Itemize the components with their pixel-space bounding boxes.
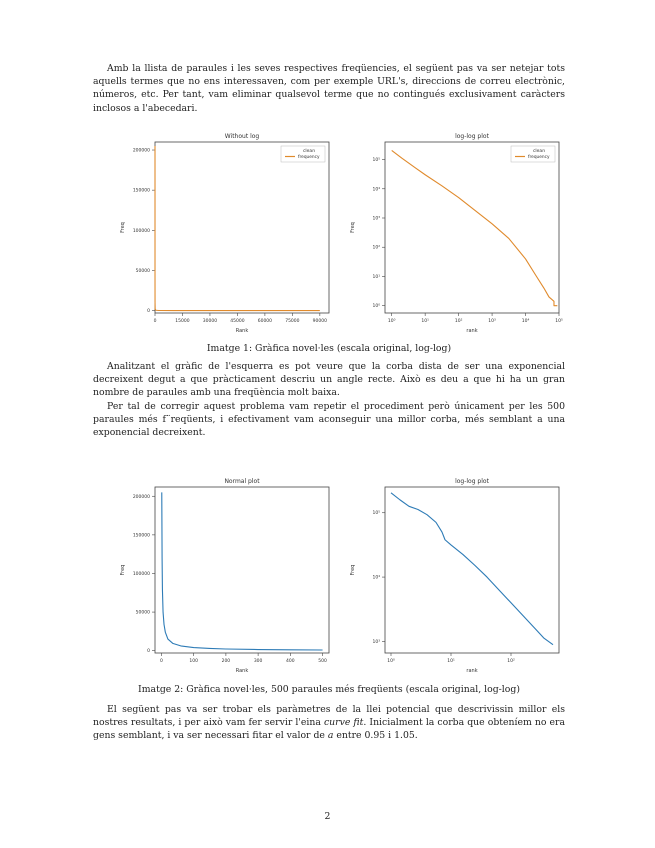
x-tick-label: 10⁰	[387, 319, 396, 324]
y-tick-label: 10⁵	[372, 158, 380, 164]
legend-entry: frequency	[528, 155, 550, 160]
y-tick-label: 10⁴	[372, 575, 380, 581]
y-tick-label: 150000	[132, 533, 150, 539]
y-tick-label: 0	[147, 649, 150, 655]
x-tick-label: 10²	[454, 319, 463, 324]
y-axis-label: Freq	[350, 564, 356, 576]
x-tick-label: 45000	[230, 319, 245, 324]
x-tick-label: 400	[286, 659, 295, 664]
x-axis-label: Rank	[235, 328, 249, 334]
legend-entry: frequency	[298, 155, 320, 160]
y-tick-label: 10⁴	[372, 187, 380, 193]
paragraph-correction: Per tal de corregir aquest problema vam repetir el procediment però únicament per les 500 paraules més f¨reqüents, i efectivament vam aconseguir una millor corba, més semblant a una exponencial decreixent.	[93, 401, 565, 439]
x-tick-label: 75000	[285, 319, 300, 324]
curve-fit-text-b: . Inicialment la corba que obteníem no era gens semblant, i va ser necessari fitar el valor de	[93, 717, 565, 742]
plot-area	[155, 487, 329, 653]
figure-2	[110, 475, 560, 675]
chart-title: Normal plot	[224, 478, 260, 485]
paragraph-intro: Amb la llista de paraules i les seves respectives freqüencies, el següent pas va ser netejar tots aquells termes que no ens interessaven, com per exemple URL's, direccions de correu electrònic, números, etc. Per tant, vam eliminar qualsevol terme que no contingués exclusivament caràcters inclosos a l'abecedari.	[93, 63, 565, 114]
x-tick-label: 10⁵	[555, 319, 563, 324]
y-tick-label: 200000	[132, 494, 150, 500]
y-tick-label: 50000	[135, 610, 150, 616]
x-tick-label: 90000	[312, 319, 328, 324]
curve-fit-text-a: El següent pas va ser trobar els paràmetres de la llei potencial que descrivissin millor els nostres resultats, i per això vam fer servir l'eina	[93, 704, 565, 729]
x-tick-label: 300	[253, 659, 263, 664]
y-tick-label: 10³	[372, 216, 380, 222]
caption-figure-2: Imatge 2: Gràfica novel·les, 500 paraules més freqüents (escala original, log-log)	[138, 684, 520, 695]
y-tick-label: 100000	[132, 571, 150, 577]
x-tick-label: 10²	[507, 659, 515, 664]
x-tick-label: 0	[153, 319, 157, 324]
x-tick-label: 15000	[175, 319, 190, 324]
y-tick-label: 150000	[132, 188, 150, 194]
x-tick-label: 100	[189, 659, 198, 664]
chart-title: Without log	[224, 133, 260, 140]
x-axis-label: Rank	[235, 668, 249, 674]
y-tick-label: 10⁵	[372, 511, 380, 517]
x-tick-label: 0	[160, 659, 163, 664]
chart-title: log-log plot	[455, 478, 489, 485]
y-axis-label: Freq	[350, 222, 356, 233]
chart-log-log-orange	[340, 130, 565, 335]
x-axis-label: rank	[466, 328, 478, 334]
plot-area	[385, 142, 559, 313]
chart-title: log-log plot	[455, 133, 489, 140]
x-axis-label: rank	[466, 668, 478, 674]
curve-fit-text-c: entre 0.95 i 1.05.	[333, 730, 418, 742]
y-tick-label: 10¹	[372, 274, 380, 280]
x-tick-label: 60000	[257, 319, 273, 324]
legend-title: clean	[302, 149, 316, 154]
y-tick-label: 10⁰	[372, 304, 380, 310]
x-tick-label: 10⁴	[521, 319, 530, 324]
curve-fit-tool-name: curve fit	[323, 717, 364, 729]
plot-area	[385, 487, 559, 653]
y-axis-label: Freq	[120, 222, 126, 233]
paragraph-analysis: Analitzant el gràfic de l'esquerra es pot veure que la corba dista de ser una exponencial decreixent degut a que pràcticament descriu un angle recte. Això es deu a que hi ha un gran nombre de paraules amb una freqüència molt baixa.	[93, 361, 565, 399]
x-tick-label: 200	[221, 659, 231, 664]
y-tick-label: 100000	[132, 228, 150, 234]
plot-area	[155, 142, 329, 313]
parameter-a: a	[327, 730, 334, 742]
x-tick-label: 10⁰	[387, 659, 395, 664]
chart-without-log	[110, 130, 335, 335]
paragraph-curve-fit	[93, 703, 565, 743]
x-tick-label: 500	[318, 659, 327, 664]
y-axis-label: Freq	[120, 564, 126, 576]
chart-log-log-blue	[340, 475, 565, 675]
y-tick-label: 200000	[132, 148, 150, 154]
page-number: 2	[324, 811, 331, 822]
x-tick-label: 10¹	[421, 319, 429, 324]
caption-figure-1: Imatge 1: Gràfica novel·les (escala original, log-log)	[206, 343, 452, 354]
y-tick-label: 0	[147, 309, 150, 315]
chart-normal-plot	[110, 475, 335, 675]
y-tick-label: 10³	[372, 639, 380, 645]
x-tick-label: 30000	[202, 319, 218, 324]
x-tick-label: 10³	[488, 319, 496, 324]
y-tick-label: 10²	[372, 245, 380, 251]
y-tick-label: 50000	[135, 268, 150, 274]
figure-1	[110, 130, 563, 335]
x-tick-label: 10¹	[447, 659, 455, 664]
legend-title: clean	[532, 149, 546, 154]
